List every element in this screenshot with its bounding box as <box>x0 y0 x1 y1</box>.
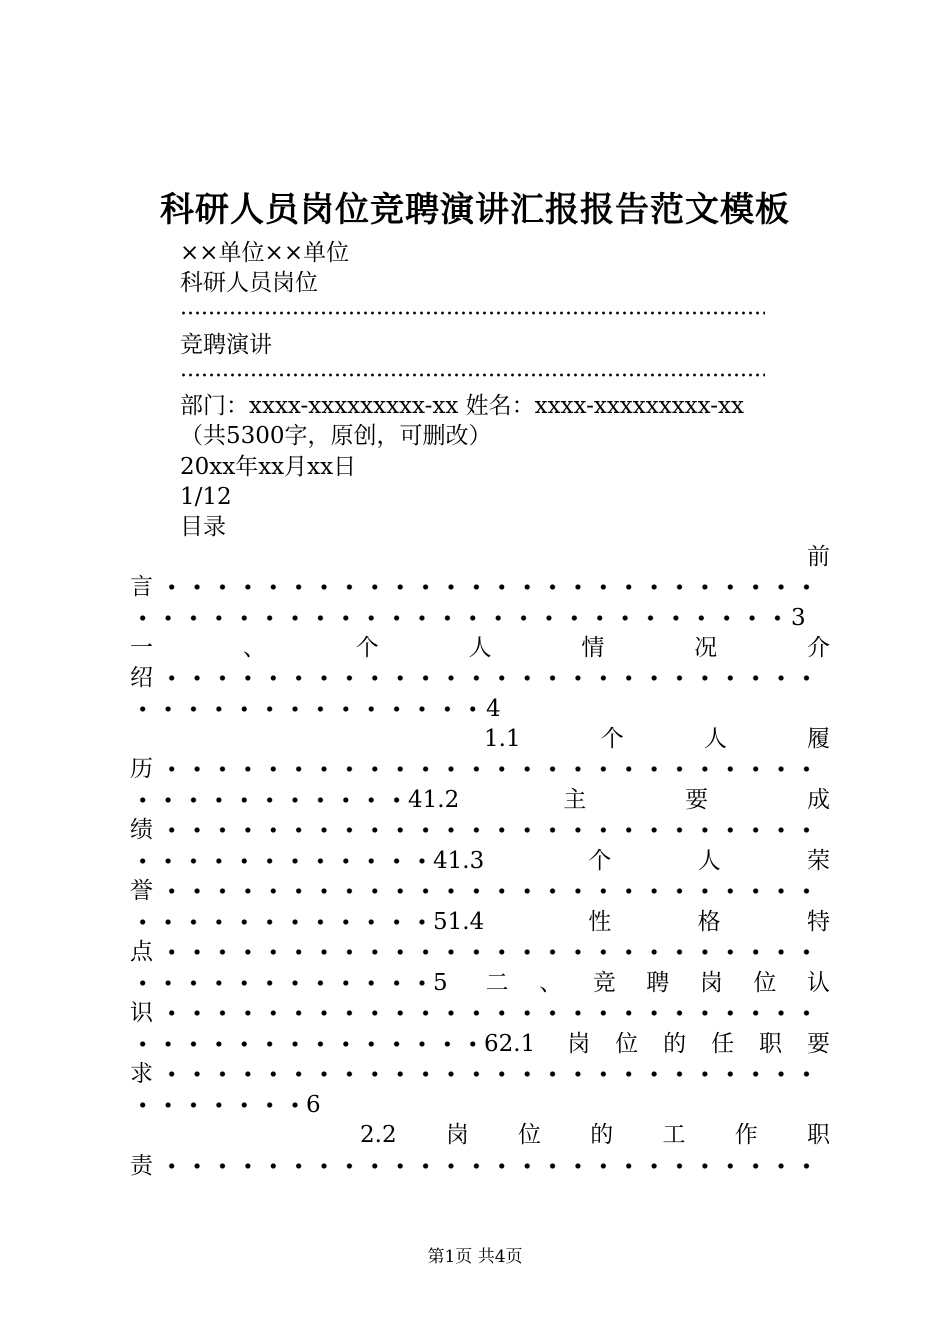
toc-text: 二 <box>485 970 509 996</box>
toc-leader-dots <box>159 583 824 591</box>
toc-leader-dots <box>159 887 824 895</box>
toc-line <box>130 754 830 784</box>
toc-line <box>130 572 830 602</box>
toc-text: 责 <box>130 1153 153 1179</box>
toc-leader-dots <box>159 1009 824 1017</box>
toc-text: 、 <box>242 635 266 661</box>
toc-leader-dots <box>130 857 427 865</box>
toc-line <box>130 846 830 876</box>
toc-page-number: 4 <box>486 696 501 722</box>
toc-text: 誉 <box>130 878 153 904</box>
toc-line <box>130 785 830 815</box>
speech-line: 竞聘演讲 <box>180 332 272 358</box>
toc-line <box>130 663 830 693</box>
unit-line: ××单位××单位 <box>180 240 350 266</box>
toc-text: 性 <box>588 909 612 935</box>
dotted-separator <box>180 311 765 315</box>
toc-line <box>130 968 830 998</box>
toc-line <box>360 1120 830 1150</box>
toc-line <box>130 815 830 845</box>
toc-line <box>130 1151 830 1181</box>
toc-text: 情 <box>581 635 605 661</box>
toc-text: 位 <box>753 970 777 996</box>
toc-text: 2.2 <box>360 1122 397 1148</box>
toc-text: 工 <box>662 1122 686 1148</box>
toc-text: 、 <box>539 970 563 996</box>
toc-text: 况 <box>694 635 718 661</box>
toc-text: 的 <box>590 1122 614 1148</box>
toc-line <box>130 603 830 633</box>
toc-entry-title <box>567 1029 830 1059</box>
toc-leader-dots <box>130 1040 478 1048</box>
toc-text: 位 <box>518 1122 542 1148</box>
toc-page-number: 62.1 <box>484 1031 536 1057</box>
toc-text: 求 <box>130 1061 153 1087</box>
toc-leader-dots <box>159 826 824 834</box>
toc-text: 竞 <box>592 970 616 996</box>
toc-page-number: 3 <box>791 605 806 631</box>
toc-page-number: 6 <box>306 1092 321 1118</box>
toc-entry-title <box>588 907 830 937</box>
toc-text: 言 <box>130 574 153 600</box>
toc-line <box>130 542 830 572</box>
toc-text: 人 <box>703 726 727 752</box>
toc-page-number: 51.4 <box>433 909 485 935</box>
toc-entry-title <box>486 968 830 998</box>
toc-entry-title <box>563 785 830 815</box>
document-title: 科研人员岗位竞聘演讲汇报报告范文模板 <box>160 190 790 230</box>
toc-text: 岗 <box>445 1122 469 1148</box>
word-count-line: （共5300字，原创，可删改） <box>180 423 492 449</box>
toc-text: 1.1 <box>484 726 521 752</box>
toc-text: 前 <box>807 544 830 570</box>
toc-text: 成 <box>807 787 830 813</box>
toc-text: 个 <box>600 726 624 752</box>
toc-text: 特 <box>807 909 830 935</box>
toc-entry-title <box>588 846 830 876</box>
toc-leader-dots <box>130 1101 300 1109</box>
toc-leader-dots <box>130 705 480 713</box>
toc-line <box>130 633 830 663</box>
toc-text: 个 <box>355 635 379 661</box>
toc-text: 作 <box>734 1122 758 1148</box>
toc-line <box>130 1029 830 1059</box>
toc-line <box>130 876 830 906</box>
toc-leader-dots <box>130 979 427 987</box>
toc-text: 职 <box>806 1122 830 1148</box>
toc-line <box>130 907 830 937</box>
toc-line <box>130 998 830 1028</box>
toc-page-number: 5 <box>433 970 448 996</box>
toc-text: 岗 <box>699 970 723 996</box>
toc-text: 一 <box>130 635 153 661</box>
toc-text: 的 <box>663 1031 687 1057</box>
dotted-separator <box>180 373 765 377</box>
toc-page-number: 41.2 <box>408 787 460 813</box>
toc-text: 聘 <box>646 970 670 996</box>
toc-line <box>130 694 830 724</box>
toc-text: 要 <box>685 787 709 813</box>
toc-text: 履 <box>807 726 830 752</box>
page-index: 1/12 <box>180 484 232 510</box>
toc-leader-dots <box>130 918 427 926</box>
toc-text: 位 <box>615 1031 639 1057</box>
page-footer: 第1页 共4页 <box>427 1247 523 1267</box>
date-line: 20xx年xx月xx日 <box>180 454 357 480</box>
toc-heading: 目录 <box>180 514 226 540</box>
toc-text: 主 <box>563 787 587 813</box>
toc-text: 人 <box>468 635 492 661</box>
toc-text: 点 <box>130 939 153 965</box>
toc-leader-dots <box>159 1162 824 1170</box>
toc-leader-dots <box>159 674 824 682</box>
toc-text: 岗 <box>567 1031 591 1057</box>
toc-text: 职 <box>759 1031 783 1057</box>
toc-line <box>130 1090 830 1120</box>
toc-text: 历 <box>130 756 153 782</box>
toc-line <box>130 937 830 967</box>
toc-text: 格 <box>697 909 721 935</box>
toc-line <box>484 724 830 754</box>
toc-leader-dots <box>130 614 785 622</box>
toc-leader-dots <box>130 796 402 804</box>
toc-text: 绩 <box>130 817 153 843</box>
position-line: 科研人员岗位 <box>180 270 318 296</box>
toc-text: 绍 <box>130 665 153 691</box>
toc-text: 识 <box>130 1000 153 1026</box>
toc-leader-dots <box>159 948 824 956</box>
toc-text: 人 <box>697 848 721 874</box>
dept-name-line: 部门：xxxx-xxxxxxxxx-xx 姓名：xxxx-xxxxxxxxx-xx <box>180 393 744 419</box>
toc-leader-dots <box>159 765 824 773</box>
toc-text: 任 <box>711 1031 735 1057</box>
toc-text: 要 <box>806 1031 830 1057</box>
toc-text: 荣 <box>807 848 830 874</box>
toc-text: 认 <box>806 970 830 996</box>
toc-page-number: 41.3 <box>433 848 485 874</box>
toc-line <box>130 1059 830 1089</box>
toc-leader-dots <box>159 1070 824 1078</box>
toc-text: 介 <box>806 635 830 661</box>
toc-text: 个 <box>588 848 612 874</box>
